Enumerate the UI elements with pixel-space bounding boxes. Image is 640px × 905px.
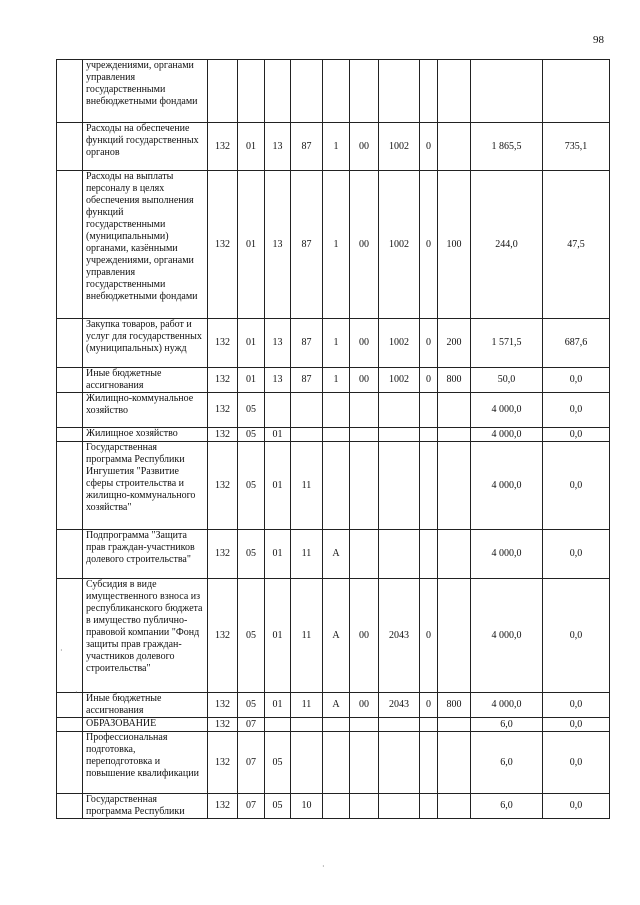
ministry-code-cell: 132 — [208, 579, 238, 693]
table-row — [57, 530, 610, 579]
subprogram-code-cell: А — [323, 579, 350, 693]
section-code-cell: 05 — [238, 579, 265, 693]
program-code-cell: 87 — [291, 123, 323, 171]
table-row — [57, 171, 610, 319]
ministry-code-cell: 132 — [208, 428, 238, 442]
ministry-code-cell: 132 — [208, 171, 238, 319]
subsection-code-cell: 01 — [265, 579, 291, 693]
ministry-code-cell: 132 — [208, 794, 238, 819]
subsection-code-cell: 01 — [265, 428, 291, 442]
row-index-cell — [57, 718, 83, 732]
amount-cell: 50,0 — [471, 368, 543, 393]
extra-code-cell — [420, 794, 438, 819]
executed-amount-cell: 0,0 — [543, 368, 610, 393]
subsection-code-cell: 01 — [265, 442, 291, 530]
subprogram-code-cell: 1 — [323, 368, 350, 393]
item-name-cell: Жилищно-коммунальное хозяйство — [83, 393, 208, 428]
program-code-cell: 11 — [291, 579, 323, 693]
expense-type-cell — [438, 794, 471, 819]
section-code-cell: 07 — [238, 794, 265, 819]
row-index-cell — [57, 530, 83, 579]
row-index-cell — [57, 393, 83, 428]
page-number: 98 — [593, 34, 604, 46]
program-code-cell: 87 — [291, 368, 323, 393]
event-code-cell — [350, 428, 379, 442]
subprogram-code-cell — [323, 718, 350, 732]
section-code-cell: 05 — [238, 693, 265, 718]
executed-amount-cell: 0,0 — [543, 428, 610, 442]
amount-cell: 244,0 — [471, 171, 543, 319]
table-row — [57, 442, 610, 530]
event-code-cell — [350, 732, 379, 794]
program-code-cell: 11 — [291, 442, 323, 530]
ministry-code-cell: 132 — [208, 319, 238, 368]
subsection-code-cell: 01 — [265, 530, 291, 579]
ministry-code-cell: 132 — [208, 393, 238, 428]
subprogram-code-cell — [323, 428, 350, 442]
direction-code-cell — [379, 60, 420, 123]
item-name-cell: Подпрограмма "Защита прав граждан-участников долевого строительства" — [83, 530, 208, 579]
direction-code-cell — [379, 393, 420, 428]
item-name-cell: Государственная программа Республики Ингушетия "Развитие сферы строительства и жилищно-коммунального хозяйства" — [83, 442, 208, 530]
amount-cell: 6,0 — [471, 794, 543, 819]
program-code-cell — [291, 428, 323, 442]
subprogram-code-cell: А — [323, 530, 350, 579]
section-code-cell: 05 — [238, 442, 265, 530]
direction-code-cell — [379, 794, 420, 819]
executed-amount-cell: 0,0 — [543, 579, 610, 693]
extra-code-cell — [420, 442, 438, 530]
row-index-cell — [57, 428, 83, 442]
amount-cell: 4 000,0 — [471, 530, 543, 579]
section-code-cell — [238, 60, 265, 123]
table-row — [57, 123, 610, 171]
amount-cell: 4 000,0 — [471, 693, 543, 718]
subprogram-code-cell — [323, 442, 350, 530]
ministry-code-cell: 132 — [208, 123, 238, 171]
ministry-code-cell: 132 — [208, 732, 238, 794]
program-code-cell: 11 — [291, 693, 323, 718]
direction-code-cell: 1002 — [379, 368, 420, 393]
direction-code-cell — [379, 732, 420, 794]
executed-amount-cell: 0,0 — [543, 718, 610, 732]
amount-cell — [471, 60, 543, 123]
expense-type-cell — [438, 732, 471, 794]
section-code-cell: 01 — [238, 368, 265, 393]
item-name-cell: Закупка товаров, работ и услуг для государственных (муниципальных) нужд — [83, 319, 208, 368]
table-row — [57, 579, 610, 693]
event-code-cell: 00 — [350, 368, 379, 393]
section-code-cell: 01 — [238, 319, 265, 368]
expense-type-cell — [438, 428, 471, 442]
direction-code-cell — [379, 442, 420, 530]
executed-amount-cell: 735,1 — [543, 123, 610, 171]
amount-cell: 6,0 — [471, 732, 543, 794]
scan-mark: · — [60, 646, 63, 655]
table-row — [57, 368, 610, 393]
event-code-cell: 00 — [350, 319, 379, 368]
item-name-cell: Профессиональная подготовка, переподготовка и повышение квалификации — [83, 732, 208, 794]
section-code-cell: 05 — [238, 530, 265, 579]
subsection-code-cell: 13 — [265, 123, 291, 171]
subsection-code-cell: 13 — [265, 368, 291, 393]
expense-type-cell — [438, 442, 471, 530]
table-row — [57, 794, 610, 819]
executed-amount-cell: 0,0 — [543, 693, 610, 718]
amount-cell: 6,0 — [471, 718, 543, 732]
expense-type-cell — [438, 579, 471, 693]
subsection-code-cell: 05 — [265, 794, 291, 819]
subprogram-code-cell: 1 — [323, 171, 350, 319]
executed-amount-cell: 0,0 — [543, 530, 610, 579]
subsection-code-cell: 05 — [265, 732, 291, 794]
item-name-cell: Жилищное хозяйство — [83, 428, 208, 442]
program-code-cell — [291, 732, 323, 794]
section-code-cell: 07 — [238, 718, 265, 732]
item-name-cell: учреждениями, органами управления государственными внебюджетными фондами — [83, 60, 208, 123]
subprogram-code-cell: 1 — [323, 123, 350, 171]
expense-type-cell — [438, 123, 471, 171]
event-code-cell — [350, 794, 379, 819]
expense-type-cell: 200 — [438, 319, 471, 368]
direction-code-cell: 1002 — [379, 171, 420, 319]
subprogram-code-cell — [323, 794, 350, 819]
program-code-cell: 11 — [291, 530, 323, 579]
row-index-cell — [57, 693, 83, 718]
item-name-cell: Иные бюджетные ассигнования — [83, 368, 208, 393]
row-index-cell — [57, 171, 83, 319]
direction-code-cell — [379, 428, 420, 442]
item-name-cell: Государственная программа Республики — [83, 794, 208, 819]
ministry-code-cell — [208, 60, 238, 123]
executed-amount-cell: 687,6 — [543, 319, 610, 368]
row-index-cell — [57, 442, 83, 530]
event-code-cell: 00 — [350, 123, 379, 171]
program-code-cell: 87 — [291, 319, 323, 368]
event-code-cell: 00 — [350, 171, 379, 319]
ministry-code-cell: 132 — [208, 718, 238, 732]
row-index-cell — [57, 732, 83, 794]
extra-code-cell: 0 — [420, 319, 438, 368]
executed-amount-cell — [543, 60, 610, 123]
extra-code-cell: 0 — [420, 123, 438, 171]
table-row — [57, 393, 610, 428]
row-index-cell — [57, 123, 83, 171]
table-row — [57, 428, 610, 442]
extra-code-cell: 0 — [420, 693, 438, 718]
event-code-cell: 00 — [350, 693, 379, 718]
row-index-cell — [57, 319, 83, 368]
expense-type-cell — [438, 718, 471, 732]
program-code-cell — [291, 393, 323, 428]
executed-amount-cell: 0,0 — [543, 393, 610, 428]
extra-code-cell — [420, 428, 438, 442]
direction-code-cell: 2043 — [379, 579, 420, 693]
item-name-cell: Иные бюджетные ассигнования — [83, 693, 208, 718]
table-row — [57, 319, 610, 368]
amount-cell: 4 000,0 — [471, 393, 543, 428]
amount-cell: 4 000,0 — [471, 442, 543, 530]
direction-code-cell — [379, 530, 420, 579]
table-row — [57, 693, 610, 718]
subprogram-code-cell: А — [323, 693, 350, 718]
item-name-cell: Расходы на обеспечение функций государственных органов — [83, 123, 208, 171]
section-code-cell: 01 — [238, 171, 265, 319]
table-row — [57, 732, 610, 794]
extra-code-cell — [420, 393, 438, 428]
subsection-code-cell — [265, 718, 291, 732]
direction-code-cell: 1002 — [379, 319, 420, 368]
item-name-cell: ОБРАЗОВАНИЕ — [83, 718, 208, 732]
event-code-cell — [350, 442, 379, 530]
executed-amount-cell: 0,0 — [543, 442, 610, 530]
row-index-cell — [57, 579, 83, 693]
program-code-cell: 87 — [291, 171, 323, 319]
expense-type-cell — [438, 530, 471, 579]
item-name-cell: Расходы на выплаты персоналу в целях обеспечения выполнения функций государственными (муниципальными) органами, казёнными учреждениями, органами управления государственными внебюджетными фондами — [83, 171, 208, 319]
expense-type-cell — [438, 393, 471, 428]
extra-code-cell — [420, 530, 438, 579]
subprogram-code-cell — [323, 393, 350, 428]
direction-code-cell: 2043 — [379, 693, 420, 718]
expense-type-cell: 800 — [438, 368, 471, 393]
ministry-code-cell: 132 — [208, 693, 238, 718]
ministry-code-cell: 132 — [208, 442, 238, 530]
event-code-cell — [350, 393, 379, 428]
amount-cell: 4 000,0 — [471, 428, 543, 442]
subprogram-code-cell — [323, 732, 350, 794]
subsection-code-cell: 13 — [265, 171, 291, 319]
extra-code-cell: 0 — [420, 368, 438, 393]
executed-amount-cell: 47,5 — [543, 171, 610, 319]
extra-code-cell: 0 — [420, 171, 438, 319]
row-index-cell — [57, 794, 83, 819]
section-code-cell: 05 — [238, 428, 265, 442]
executed-amount-cell: 0,0 — [543, 732, 610, 794]
subsection-code-cell — [265, 393, 291, 428]
subprogram-code-cell — [323, 60, 350, 123]
direction-code-cell: 1002 — [379, 123, 420, 171]
executed-amount-cell: 0,0 — [543, 794, 610, 819]
amount-cell: 1 865,5 — [471, 123, 543, 171]
subsection-code-cell: 01 — [265, 693, 291, 718]
event-code-cell — [350, 718, 379, 732]
event-code-cell — [350, 60, 379, 123]
section-code-cell: 01 — [238, 123, 265, 171]
extra-code-cell: 0 — [420, 579, 438, 693]
scan-mark: · — [322, 862, 325, 871]
extra-code-cell — [420, 718, 438, 732]
subsection-code-cell: 13 — [265, 319, 291, 368]
table-row — [57, 60, 610, 123]
event-code-cell — [350, 530, 379, 579]
row-index-cell — [57, 60, 83, 123]
expense-type-cell: 100 — [438, 171, 471, 319]
extra-code-cell — [420, 732, 438, 794]
direction-code-cell — [379, 718, 420, 732]
amount-cell: 4 000,0 — [471, 579, 543, 693]
subsection-code-cell — [265, 60, 291, 123]
ministry-code-cell: 132 — [208, 368, 238, 393]
budget-table — [56, 59, 610, 819]
extra-code-cell — [420, 60, 438, 123]
item-name-cell: Субсидия в виде имущественного взноса из республиканского бюджета в имущество публично-правовой компании "Фонд защиты прав граждан-участников долевого строительства" — [83, 579, 208, 693]
row-index-cell — [57, 368, 83, 393]
expense-type-cell: 800 — [438, 693, 471, 718]
section-code-cell: 05 — [238, 393, 265, 428]
event-code-cell: 00 — [350, 579, 379, 693]
amount-cell: 1 571,5 — [471, 319, 543, 368]
scan-mark: · — [75, 688, 78, 697]
expense-type-cell — [438, 60, 471, 123]
section-code-cell: 07 — [238, 732, 265, 794]
ministry-code-cell: 132 — [208, 530, 238, 579]
program-code-cell — [291, 60, 323, 123]
program-code-cell — [291, 718, 323, 732]
subprogram-code-cell: 1 — [323, 319, 350, 368]
table-row — [57, 718, 610, 732]
program-code-cell: 10 — [291, 794, 323, 819]
